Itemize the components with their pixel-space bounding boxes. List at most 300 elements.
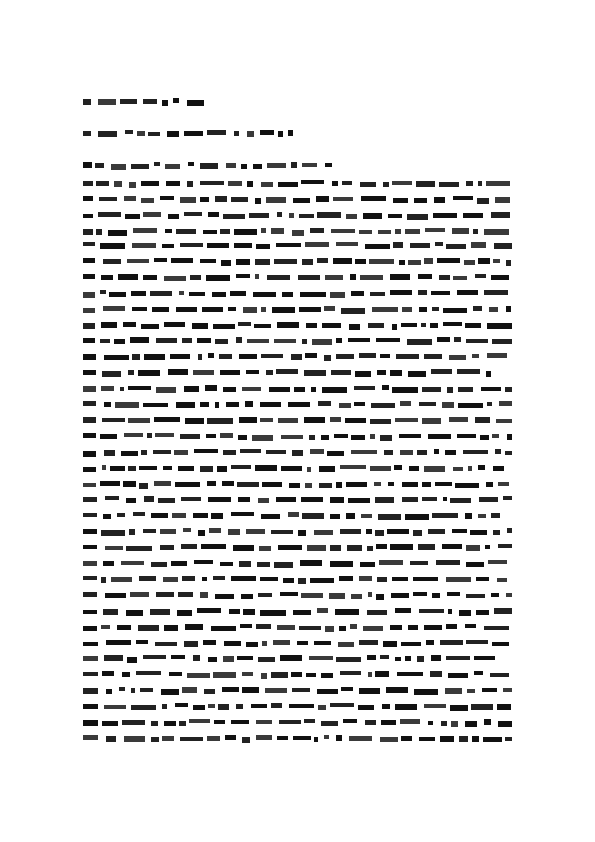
body-text-line (83, 417, 512, 425)
text-fragment (274, 562, 293, 568)
text-fragment (330, 292, 345, 298)
document-title-line (83, 98, 212, 106)
body-text-line (83, 512, 500, 520)
text-fragment (105, 593, 126, 598)
section-heading-line (83, 162, 332, 170)
text-fragment (271, 530, 293, 534)
text-fragment (204, 689, 215, 694)
text-fragment (318, 705, 326, 710)
text-fragment (206, 275, 230, 281)
text-fragment (182, 687, 197, 693)
text-fragment (100, 290, 106, 294)
text-fragment (271, 672, 288, 678)
text-fragment (164, 625, 178, 631)
text-fragment (83, 576, 97, 580)
text-fragment (443, 322, 462, 326)
text-fragment (189, 292, 205, 296)
text-fragment (453, 196, 473, 200)
text-fragment (419, 737, 435, 741)
text-fragment (266, 370, 273, 375)
text-fragment (487, 353, 507, 358)
text-fragment (506, 306, 511, 312)
text-fragment (446, 656, 470, 660)
text-fragment (395, 704, 417, 710)
text-fragment (314, 641, 331, 645)
text-fragment (201, 544, 226, 549)
text-fragment (446, 577, 471, 582)
text-fragment (396, 354, 419, 359)
text-fragment (324, 735, 329, 739)
body-text-line (83, 274, 512, 282)
text-fragment (419, 402, 436, 406)
text-fragment (242, 737, 250, 743)
text-fragment (475, 274, 486, 278)
text-fragment (476, 610, 489, 615)
text-fragment (457, 369, 480, 374)
text-fragment (418, 290, 427, 295)
text-fragment (392, 181, 412, 185)
text-fragment (222, 481, 234, 486)
text-fragment (494, 608, 512, 614)
text-fragment (369, 259, 394, 264)
text-fragment (414, 689, 438, 695)
text-fragment (101, 530, 125, 536)
text-fragment (258, 593, 272, 597)
text-fragment (283, 578, 294, 583)
text-fragment (143, 275, 157, 280)
text-fragment (408, 625, 418, 630)
text-fragment (148, 132, 160, 136)
text-fragment (280, 592, 298, 596)
text-fragment (470, 530, 487, 535)
text-fragment (183, 528, 191, 532)
text-fragment (439, 275, 450, 280)
text-fragment (181, 544, 197, 549)
text-fragment (96, 229, 102, 235)
text-fragment (83, 242, 95, 246)
text-fragment (83, 513, 97, 517)
text-fragment (185, 418, 204, 424)
text-fragment (299, 626, 321, 630)
text-fragment (481, 387, 501, 391)
text-fragment (410, 561, 428, 565)
text-fragment (109, 292, 126, 297)
text-fragment (120, 99, 137, 104)
text-fragment (132, 243, 156, 248)
text-fragment (231, 576, 256, 581)
body-text-line (83, 369, 500, 377)
text-fragment (491, 212, 510, 218)
body-text-line (83, 290, 512, 298)
text-fragment (261, 673, 267, 679)
text-fragment (121, 451, 138, 456)
text-fragment (471, 242, 486, 248)
text-fragment (442, 544, 462, 549)
text-fragment (151, 513, 168, 518)
text-fragment (83, 354, 96, 360)
text-fragment (141, 450, 147, 455)
text-fragment (495, 449, 501, 454)
text-fragment (239, 417, 257, 423)
text-fragment (437, 337, 450, 342)
text-fragment (381, 720, 396, 725)
text-fragment (236, 274, 250, 278)
text-fragment (419, 307, 427, 312)
text-fragment (265, 688, 287, 693)
text-fragment (383, 182, 389, 187)
text-fragment (425, 228, 445, 232)
text-fragment (138, 625, 159, 631)
text-fragment (449, 417, 468, 422)
text-fragment (151, 721, 158, 726)
text-fragment (441, 721, 447, 726)
text-fragment (130, 337, 149, 343)
text-fragment (278, 131, 283, 137)
text-fragment (103, 561, 114, 566)
text-fragment (143, 403, 168, 407)
text-fragment (310, 578, 334, 583)
text-fragment (117, 513, 125, 517)
text-fragment (158, 498, 175, 503)
text-fragment (288, 402, 310, 407)
text-fragment (126, 498, 136, 503)
body-text-line (83, 576, 512, 584)
text-fragment (255, 465, 277, 471)
text-fragment (449, 355, 466, 360)
text-fragment (236, 704, 243, 709)
body-text-line (83, 180, 510, 188)
text-fragment (397, 672, 423, 676)
text-fragment (133, 512, 145, 516)
text-fragment (360, 275, 383, 280)
text-fragment (492, 339, 512, 344)
text-fragment (120, 387, 124, 391)
text-fragment (126, 546, 152, 551)
text-fragment (156, 338, 177, 343)
text-fragment (200, 402, 209, 407)
text-fragment (155, 642, 177, 646)
text-fragment (345, 418, 366, 423)
text-fragment (360, 562, 375, 567)
text-fragment (83, 545, 97, 549)
text-fragment (218, 704, 229, 710)
text-fragment (96, 181, 109, 186)
text-fragment (484, 719, 491, 725)
text-fragment (430, 323, 438, 328)
text-fragment (310, 228, 324, 233)
text-fragment (160, 545, 174, 550)
text-fragment (171, 258, 193, 263)
text-fragment (395, 657, 401, 661)
text-fragment (390, 625, 402, 630)
text-fragment (105, 496, 119, 500)
text-fragment (410, 243, 430, 248)
text-fragment (83, 229, 93, 235)
text-fragment (83, 433, 96, 438)
text-fragment (347, 545, 362, 551)
body-text-line (83, 242, 512, 250)
text-fragment (478, 258, 490, 264)
text-fragment (316, 196, 329, 202)
text-fragment (377, 577, 387, 582)
text-fragment (207, 130, 226, 135)
text-fragment (208, 657, 217, 662)
text-fragment (375, 497, 394, 503)
text-fragment (241, 594, 253, 599)
body-text-line (83, 735, 512, 743)
text-fragment (382, 385, 389, 390)
text-fragment (359, 353, 376, 358)
text-fragment (464, 260, 475, 265)
text-fragment (359, 576, 372, 581)
text-fragment (413, 577, 438, 581)
text-fragment (83, 672, 98, 676)
text-fragment (377, 370, 386, 375)
text-fragment (445, 688, 462, 694)
text-fragment (446, 244, 466, 249)
text-fragment (304, 719, 315, 723)
text-fragment (106, 640, 131, 645)
text-fragment (380, 354, 390, 358)
text-fragment (224, 641, 241, 646)
text-fragment (83, 214, 93, 218)
text-fragment (124, 196, 136, 201)
text-fragment (408, 260, 421, 265)
text-fragment (370, 419, 391, 424)
text-fragment (442, 402, 454, 408)
text-fragment (379, 560, 403, 565)
body-text-line (83, 212, 510, 220)
text-fragment (241, 164, 247, 169)
text-fragment (487, 402, 492, 406)
text-fragment (136, 640, 148, 644)
text-fragment (200, 197, 209, 202)
text-fragment (491, 513, 500, 518)
text-fragment (171, 655, 185, 659)
text-fragment (207, 736, 220, 741)
text-fragment (110, 466, 125, 471)
text-fragment (121, 561, 144, 565)
text-fragment (83, 561, 97, 566)
text-fragment (370, 466, 391, 471)
text-fragment (202, 577, 207, 581)
text-fragment (180, 434, 200, 439)
text-fragment (163, 577, 178, 582)
text-fragment (173, 98, 179, 103)
text-fragment (83, 196, 93, 201)
text-fragment (83, 592, 97, 597)
text-fragment (128, 418, 150, 423)
text-fragment (276, 369, 298, 374)
body-text-line (83, 496, 512, 504)
text-fragment (293, 198, 310, 203)
text-fragment (291, 162, 297, 168)
text-fragment (194, 560, 213, 564)
text-fragment (348, 338, 370, 342)
text-fragment (443, 497, 447, 501)
text-fragment (165, 164, 180, 169)
text-fragment (234, 229, 257, 235)
text-fragment (491, 593, 499, 597)
text-fragment (428, 529, 445, 534)
text-fragment (150, 291, 172, 296)
text-fragment (245, 401, 253, 407)
text-fragment (350, 274, 356, 280)
text-fragment (307, 545, 326, 551)
text-fragment (496, 419, 512, 423)
text-fragment (223, 214, 245, 219)
body-text-line (83, 465, 512, 473)
text-fragment (202, 307, 223, 312)
text-fragment (472, 354, 479, 358)
text-fragment (83, 451, 96, 457)
text-fragment (324, 306, 335, 311)
body-text-line (83, 624, 512, 632)
text-fragment (100, 481, 120, 486)
text-fragment (484, 290, 508, 295)
text-fragment (298, 578, 306, 584)
text-fragment (128, 370, 134, 375)
text-fragment (367, 655, 376, 660)
text-fragment (102, 465, 106, 470)
text-fragment (472, 736, 479, 742)
text-fragment (258, 498, 269, 503)
text-fragment (160, 529, 176, 534)
text-fragment (236, 337, 242, 343)
text-fragment (339, 626, 346, 631)
text-fragment (213, 324, 235, 329)
text-fragment (100, 339, 110, 343)
text-fragment (132, 354, 140, 360)
text-fragment (312, 339, 332, 345)
text-fragment (428, 434, 451, 439)
text-fragment (83, 401, 96, 406)
text-fragment (426, 640, 434, 645)
text-fragment (133, 228, 157, 233)
text-fragment (137, 131, 145, 136)
text-fragment (207, 481, 216, 486)
text-fragment (393, 198, 408, 203)
text-fragment (215, 594, 234, 599)
text-fragment (168, 214, 179, 219)
text-fragment (229, 609, 240, 614)
text-fragment (262, 482, 282, 487)
text-fragment (98, 212, 121, 217)
text-fragment (100, 434, 117, 439)
text-fragment (497, 704, 511, 710)
text-fragment (408, 371, 426, 377)
text-fragment (506, 593, 512, 597)
text-fragment (289, 483, 300, 488)
body-text-line (83, 671, 512, 679)
text-fragment (432, 513, 458, 518)
body-text-line (83, 385, 512, 393)
text-fragment (466, 181, 473, 186)
text-fragment (83, 274, 95, 279)
text-fragment (463, 450, 488, 454)
text-fragment (301, 497, 323, 502)
text-fragment (247, 131, 254, 137)
text-fragment (390, 274, 410, 280)
text-fragment (101, 322, 117, 328)
text-fragment (478, 514, 486, 518)
text-fragment (182, 576, 195, 581)
text-fragment (179, 721, 186, 726)
text-fragment (392, 387, 418, 393)
text-fragment (151, 737, 159, 742)
text-fragment (242, 387, 261, 391)
text-fragment (190, 275, 201, 280)
text-fragment (125, 130, 133, 134)
text-fragment (360, 182, 376, 187)
text-fragment (246, 370, 259, 374)
text-fragment (497, 578, 507, 582)
text-fragment (131, 705, 156, 710)
text-fragment (448, 673, 468, 678)
text-fragment (431, 655, 441, 661)
text-fragment (83, 131, 91, 136)
text-fragment (101, 386, 114, 391)
text-fragment (351, 594, 362, 599)
text-fragment (340, 671, 361, 675)
text-fragment (327, 451, 344, 456)
text-fragment (492, 434, 499, 438)
text-fragment (374, 482, 381, 486)
body-text-line (83, 433, 512, 441)
text-fragment (118, 274, 138, 280)
text-fragment (103, 259, 121, 264)
text-fragment (162, 244, 174, 248)
text-fragment (226, 402, 239, 407)
text-fragment (383, 641, 397, 647)
text-fragment (355, 371, 371, 377)
text-fragment (450, 705, 468, 711)
text-fragment (276, 243, 301, 247)
text-fragment (331, 229, 355, 233)
text-fragment (434, 449, 439, 454)
text-fragment (368, 592, 372, 597)
text-fragment (419, 609, 444, 613)
text-fragment (351, 435, 365, 440)
text-fragment (242, 672, 253, 676)
text-fragment (104, 402, 111, 407)
text-fragment (359, 230, 372, 234)
text-fragment (279, 720, 301, 724)
text-fragment (98, 99, 116, 105)
text-fragment (430, 671, 442, 677)
text-fragment (203, 230, 217, 234)
text-fragment (274, 259, 297, 264)
text-fragment (226, 163, 236, 168)
text-fragment (114, 181, 122, 187)
text-fragment (160, 196, 174, 200)
text-fragment (124, 736, 145, 742)
text-fragment (436, 560, 460, 565)
text-fragment (376, 544, 387, 549)
text-fragment (505, 737, 512, 741)
text-fragment (189, 719, 210, 723)
text-fragment (336, 354, 354, 359)
text-fragment (261, 354, 283, 358)
text-fragment (102, 721, 118, 726)
text-fragment (172, 513, 186, 518)
text-fragment (325, 275, 343, 280)
text-fragment (292, 230, 304, 236)
text-fragment (162, 704, 167, 709)
text-fragment (156, 387, 176, 393)
text-fragment (233, 545, 254, 551)
text-fragment (503, 688, 512, 692)
